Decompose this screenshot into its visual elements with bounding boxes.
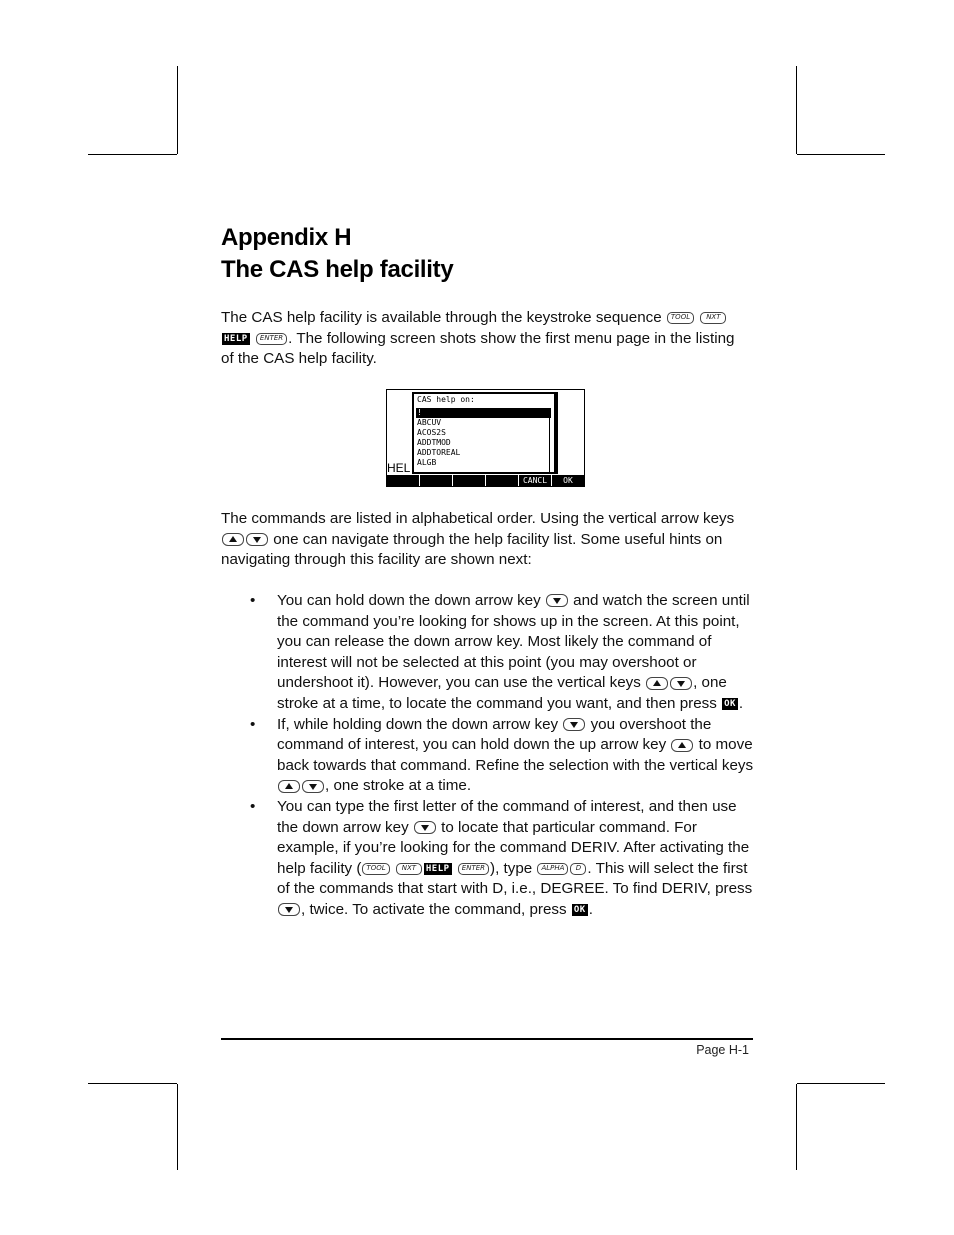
up-arrow-key-icon [671, 739, 693, 752]
help-list-item: ! [416, 408, 551, 418]
up-arrow-key-icon [646, 677, 668, 690]
nxt-key-icon: NXT [396, 863, 422, 875]
hint-text: you overshoot the command of interest, you can hold down the up arrow key [277, 715, 712, 754]
hint-text: , one stroke at a time, to locate the command you want, and then press [277, 674, 727, 712]
help-list-item: ABCUV [417, 418, 442, 427]
hint-text: ), type [490, 859, 537, 877]
help-list-scrollbar [549, 410, 552, 472]
hint-text: to move back towards that command. Refine the selection with the vertical keys [277, 736, 754, 774]
hint-text: , one stroke at a time. [325, 777, 472, 795]
crop-mark [88, 154, 177, 155]
help-list-header: CAS help on: [417, 395, 475, 404]
soft-menu-key [419, 475, 452, 486]
navigation-paragraph [221, 509, 751, 571]
soft-menu-key [485, 475, 518, 486]
hint-text: You can hold down the down arrow key [277, 592, 545, 609]
down-arrow-key-icon [670, 677, 692, 690]
up-arrow-key-icon [278, 780, 300, 793]
crop-mark [797, 1083, 885, 1084]
crop-mark [177, 1084, 178, 1170]
ok-softkey-icon: OK [724, 698, 736, 709]
ok-softkey-icon: OK [573, 904, 586, 915]
page-title [221, 222, 453, 286]
hint-text: to locate that particular command. For example, if you’re looking for the command DERIV. After activating the help facility ( [277, 818, 750, 877]
help-list-item: ADDTOREAL [417, 448, 461, 457]
crop-mark [797, 154, 885, 155]
hint-text: If, while holding down the down arrow key [277, 715, 563, 733]
footer-rule [221, 1038, 753, 1040]
intro-text: . The following screen shots show the first menu page in the listing of the CAS help facility. [221, 329, 735, 368]
soft-menu-key [387, 475, 419, 486]
nxt-key-icon: NXT [700, 312, 726, 324]
down-arrow-key-icon [302, 780, 324, 793]
up-arrow-key-icon [222, 533, 244, 546]
appendix-heading: Appendix H [221, 224, 352, 251]
alpha-key-icon: ALPHA [537, 863, 568, 875]
soft-menu-cancel: CANCL [518, 475, 551, 486]
hint-item [221, 797, 756, 921]
intro-paragraph [221, 308, 751, 370]
crop-mark [177, 66, 178, 154]
tool-key-icon: TOOL [667, 312, 694, 324]
crop-mark [88, 1083, 177, 1084]
intro-text: The CAS help facility is available through the keystroke sequence [221, 309, 666, 326]
enter-key-icon: ENTER [256, 333, 287, 345]
help-list-item: ADDTMOD [417, 438, 451, 447]
help-list-item: ALGB [417, 458, 437, 467]
hint-text: You can type the first letter of the command of interest, and then use the down arrow key [277, 797, 737, 836]
paragraph-text: The commands are listed in alphabetical order. Using the vertical arrow keys [221, 510, 735, 527]
soft-menu-bar [387, 475, 584, 486]
appendix-subheading: The CAS help facility [221, 256, 454, 283]
hint-text: , twice. To activate the command, press [301, 900, 571, 918]
tool-key-icon: TOOL [362, 863, 389, 875]
soft-menu-key [452, 475, 485, 486]
crop-mark [796, 66, 797, 154]
hint-text: . [738, 694, 744, 712]
hint-text: . [588, 900, 593, 918]
down-arrow-key-icon [278, 903, 300, 916]
crop-mark [796, 1084, 797, 1170]
hint-text: and watch the screen until the command you’re looking for shows up in the screen. At this point, you can release the down arrow key. Most likely the command of interest will not be selected at this point (you may overshoot or undershoot it). However, you can use the vertical keys [277, 592, 750, 692]
down-arrow-key-icon [563, 718, 585, 731]
hint-item [221, 591, 756, 715]
help-softkey-icon: HELP [224, 333, 248, 344]
paragraph-text: one can navigate through the help facility list. Some useful hints on navigating through this facility are shown next: [221, 530, 723, 569]
help-list-item: ACOS2S [417, 428, 446, 437]
down-arrow-key-icon [414, 821, 436, 834]
down-arrow-key-icon [246, 533, 268, 546]
soft-menu-ok: OK [551, 475, 584, 486]
down-arrow-key-icon [546, 594, 568, 607]
hint-item [221, 715, 756, 797]
help-softkey-icon: HELP [425, 863, 450, 874]
enter-key-icon: ENTER [458, 863, 489, 875]
hints-list [221, 591, 756, 921]
d-key-icon: D [570, 863, 586, 875]
calculator-screenshot [386, 389, 585, 487]
page-number: Page H-1 [696, 1043, 749, 1057]
help-list-box [412, 392, 558, 474]
hint-text: . This will select the first of the commands that start with D, i.e., DEGREE. To find DERIV, press [277, 859, 753, 898]
screen-side-label: HEL [387, 461, 411, 475]
